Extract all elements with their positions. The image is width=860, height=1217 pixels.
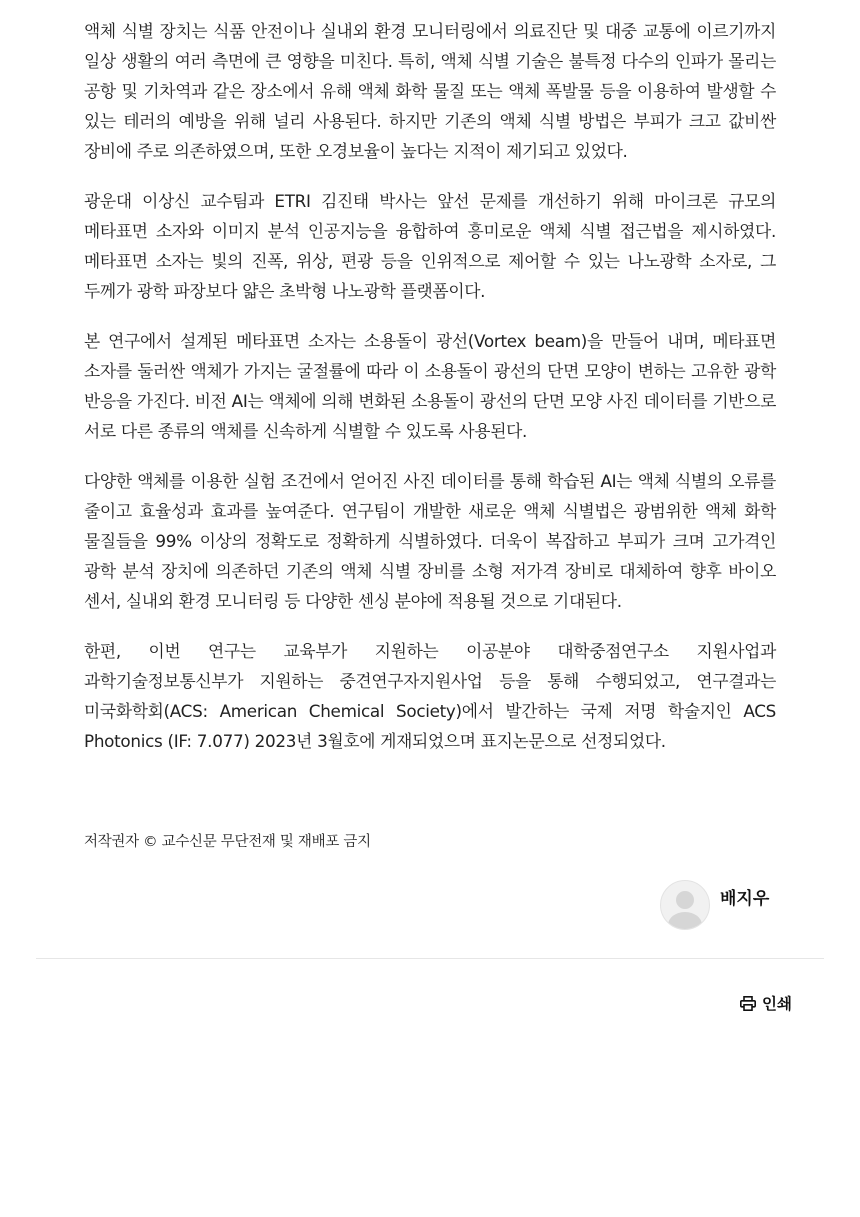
article-paragraph-3: 본 연구에서 설계된 메타표면 소자는 소용돌이 광선(Vortex beam)을 만들어 내며, 메타표면 소자를 둘러싼 액체가 가지는 굴절률에 따라 이 소용돌이 광선의 단면 모양이 변하는 고유한 광학 반응을 가진다. 비전 AI는 액체에 의해 변화된 소용돌이 광선의 단면 모양 사진 데이터를 기반으로 서로 다른 종류의 액체를 신속하게 식별할 수 있도록 사용된다. xyxy=(84,331,776,441)
article-paragraph-2: 광운대 이상신 교수팀과 ETRI 김진태 박사는 앞선 문제를 개선하기 위해 마이크론 규모의 메타표면 소자와 이미지 분석 인공지능을 융합하여 흥미로운 액체 식별 접근법을 제시하였다. 메타표면 소자는 빛의 진폭, 위상, 편광 등을 인위적으로 제어할 수 있는 나노광학 소자로, 그 두께가 광학 파장보다 얇은 초박형 나노광학 플랫폼이다. xyxy=(84,191,776,301)
user-silhouette-icon xyxy=(660,880,710,930)
author-name[interactable]: 배지우 xyxy=(720,889,770,909)
print-label: 인쇄 xyxy=(762,995,792,1013)
print-button[interactable] xyxy=(740,992,792,1014)
section-divider xyxy=(36,958,824,959)
article-body xyxy=(84,16,776,776)
printer-icon xyxy=(740,996,756,1011)
article-paragraph-4: 다양한 액체를 이용한 실험 조건에서 얻어진 사진 데이터를 통해 학습된 AI는 액체 식별의 오류를 줄이고 효율성과 효과를 높여준다. 연구팀이 개발한 새로운 액체 식별법은 광범위한 액체 화학 물질들을 99% 이상의 정확도로 정확하게 식별하였다. 더욱이 복잡하고 부피가 크며 고가격인 광학 분석 장치에 의존하던 기존의 액체 식별 장비를 소형 저가격 장비로 대체하여 향후 바이오 센서, 실내외 환경 모니터링 등 다양한 센싱 분야에 적용될 것으로 기대된다. xyxy=(84,471,776,611)
article-paragraph-5: 한편, 이번 연구는 교육부가 지원하는 이공분야 대학중점연구소 지원사업과 과학기술정보통신부가 지원하는 중견연구자지원사업 등을 통해 수행되었고, 연구결과는 미국화학회(ACS: American Chemical Society)에서 발간하는 국제 저명 학술지인 ACS Photonics (IF: 7.077) 2023년 3월호에 게재되었으며 표지논문으로 선정되었다. xyxy=(84,641,776,751)
copyright-notice: 저작권자 © 교수신문 무단전재 및 재배포 금지 xyxy=(84,834,371,850)
author-byline[interactable] xyxy=(660,880,790,930)
article-paragraph-1: 액체 식별 장치는 식품 안전이나 실내외 환경 모니터링에서 의료진단 및 대중 교통에 이르기까지 일상 생활의 여러 측면에 큰 영향을 미친다. 특히, 액체 식별 기술은 불특정 다수의 인파가 몰리는 공항 및 기차역과 같은 장소에서 유해 액체 화학 물질 또는 액체 폭발물 등을 이용하여 발생할 수 있는 테러의 예방을 위해 널리 사용된다. 하지만 기존의 액체 식별 방법은 부피가 크고 값비싼 장비에 주로 의존하였으며, 또한 오경보율이 높다는 지적이 제기되고 있었다. xyxy=(84,21,776,161)
